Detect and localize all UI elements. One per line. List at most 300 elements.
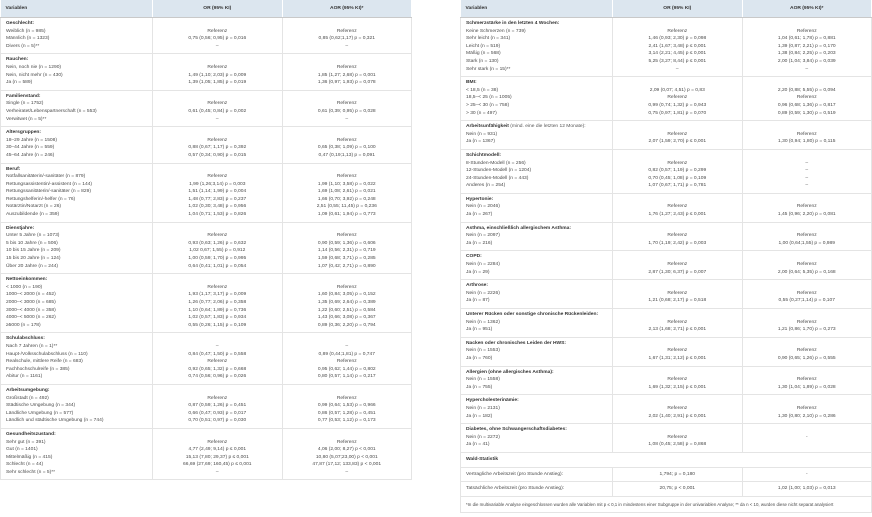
or-value: 0,92 (0,65; 1,32) p = 0,668 xyxy=(188,366,247,372)
row-label: Rettungshelferin/-helfer (n = 76) xyxy=(6,196,76,202)
or-value: 1,02 (0,57; 1,83) p = 0,934 xyxy=(188,315,247,321)
row-label: ≥5000 (n = 178) xyxy=(6,322,41,328)
row-label: Mittelmäßig (n = 415) xyxy=(6,454,53,460)
or-value: 2,02 (1,40; 2,91) p ≤ 0,001 xyxy=(648,413,707,419)
or-value: Referenz xyxy=(667,434,688,440)
or-value: Referenz xyxy=(207,439,228,445)
variable-group-row xyxy=(1,222,412,274)
aor-value: 1,59 (0,68; 3,71) p = 0,285 xyxy=(317,256,376,262)
aor-cell xyxy=(282,333,411,385)
or-value: Referenz xyxy=(667,204,688,210)
row-label: Ländlich und städtische Umgebung (n = 744) xyxy=(6,418,104,424)
aor-value: Referenz xyxy=(336,137,357,143)
group-title: Asthma, einschließlich allergischem Asthma: xyxy=(466,225,572,231)
variable-group-row xyxy=(461,280,872,309)
or-cell xyxy=(613,309,742,338)
row-label: Notfallsanitäterin/-sanitäter (n = 879) xyxy=(6,174,86,180)
group-title: Schichtmodell: xyxy=(466,152,502,158)
aor-value: Referenz xyxy=(336,439,357,445)
aor-value: 1,43 (0,66; 3,08) p = 0,367 xyxy=(317,315,376,321)
row-label: > 30 (n = 497) xyxy=(466,110,497,116)
row-label: Städtische Umgebung (n = 344) xyxy=(6,403,76,409)
group-title: Arbeitsumgebung: xyxy=(6,387,50,393)
aor-value: – xyxy=(345,43,349,49)
or-value: 1,10 (0,64; 1,89) p = 0,736 xyxy=(188,307,247,313)
header-or: OR (95% KI) xyxy=(153,0,282,18)
variable-cell xyxy=(461,366,613,395)
aor-value: 1,99 (1,10; 3,58) p = 0,022 xyxy=(317,181,376,187)
header-aor: AOR (95% KI)* xyxy=(282,0,411,18)
group-title: Gesundheitszustand: xyxy=(6,431,56,437)
group-title: Schulabschluss: xyxy=(6,336,45,342)
row-label: < 18,5 (n = 38) xyxy=(466,87,499,93)
row-label: Rettungsassistentin/-assistent (n = 144) xyxy=(6,181,93,187)
or-value: Referenz xyxy=(207,284,228,290)
wald-aor: - xyxy=(742,467,871,482)
aor-cell xyxy=(282,384,411,428)
row-label: Sehr leicht (n = 341) xyxy=(466,36,511,42)
or-value: 0,84 (0,47; 1,50) p = 0,558 xyxy=(188,351,247,357)
or-value: – xyxy=(215,116,219,122)
group-title: Diabetes, ohne Schwangerschaftsdiabetes: xyxy=(466,427,567,433)
variable-group-row xyxy=(461,395,872,424)
wald-row xyxy=(461,467,872,482)
aor-value: Referenz xyxy=(796,405,817,411)
aor-cell xyxy=(282,127,411,163)
aor-value: 0,86 (0,57; 1,28) p = 0,451 xyxy=(317,410,376,416)
group-title: Hypercholesterinämie: xyxy=(466,398,519,404)
or-cell xyxy=(153,428,282,480)
wald-or: 20,75; p < 0,001 xyxy=(613,482,742,497)
or-value: – xyxy=(675,66,679,72)
or-value: 1,00 (0,59; 1,70) p = 0,995 xyxy=(188,256,247,262)
or-cell xyxy=(153,54,282,90)
variable-group-row xyxy=(461,424,872,453)
row-label: Rettungssanitäterin/-sanitäter (n = 829) xyxy=(6,189,91,195)
variable-cell xyxy=(1,384,153,428)
row-label: Ländliche Umgebung (n = 577) xyxy=(6,410,74,416)
row-label: Nein (n = 2284) xyxy=(466,262,500,268)
variable-group-row xyxy=(461,77,872,121)
aor-value: 1,21 (0,86; 1,70) p = 0,273 xyxy=(777,327,836,333)
or-value: Referenz xyxy=(207,64,228,70)
row-label: Nein (n = 1553) xyxy=(466,348,500,354)
variable-group-row xyxy=(1,127,412,163)
row-label: Schlecht (n = 44) xyxy=(6,462,44,468)
or-cell xyxy=(613,222,742,251)
or-value: Referenz xyxy=(667,405,688,411)
variable-cell xyxy=(461,149,613,193)
row-label: Nein (n = 2226) xyxy=(466,290,500,296)
aor-value: 1,30 (0,80; 2,10) p = 0,286 xyxy=(777,413,836,419)
row-label: Haupt-/Volksschulabschluss (n = 110) xyxy=(6,351,88,357)
or-value: 0,75 (0,97; 1,81) p = 0,070 xyxy=(648,110,707,116)
right-table-body xyxy=(461,18,872,453)
row-label: 5 bis 10 Jahre (n = 506) xyxy=(6,240,58,246)
aor-value: 0,65 (0,38; 1,09) p = 0,100 xyxy=(317,145,376,151)
aor-value: 1,35 (0,69; 2,64) p = 0,389 xyxy=(317,300,376,305)
or-value: 0,55 (0,26; 1,15) p = 0,109 xyxy=(188,322,247,328)
wald-row xyxy=(461,482,872,497)
variable-group-row xyxy=(1,428,412,480)
or-value: 0,74 (0,56; 0,96) p = 0,026 xyxy=(188,374,247,380)
variable-group-row xyxy=(1,163,412,222)
aor-cell xyxy=(742,309,871,338)
or-value: Referenz xyxy=(667,131,688,137)
or-cell xyxy=(153,274,282,333)
row-label: Realschule, mittlere Reife (n = 683) xyxy=(6,359,83,365)
row-label: Divers (n = 5)** xyxy=(6,43,40,49)
aor-value: 1,04 (0,61; 1,78) p = 0,881 xyxy=(777,36,836,42)
aor-value: 10,80 (5,07;23,00) p < 0,001 xyxy=(315,454,378,460)
aor-value: 0,47 (0,19;1,13) p = 0,091 xyxy=(318,152,375,158)
or-value: 1,26 (0,77; 2,06) p = 0,358 xyxy=(188,300,247,305)
or-value: 1,70 (1,19; 2,42) p = 0,003 xyxy=(648,240,707,246)
or-value: 2,87 (1,30; 6,37) p = 0,007 xyxy=(648,269,707,275)
aor-value: – xyxy=(805,183,809,189)
group-title: Geschlecht: xyxy=(6,21,34,26)
aor-cell xyxy=(742,149,871,193)
row-label: 30–44 Jahre (n = 559) xyxy=(6,145,55,151)
aor-cell xyxy=(742,366,871,395)
aor-cell xyxy=(282,428,411,480)
variable-cell xyxy=(461,337,613,366)
aor-value: 0,85 (0,62;1,17) p = 0,321 xyxy=(318,36,375,42)
variable-cell xyxy=(1,90,153,126)
aor-value: 0,90 (0,65; 1,26) p = 0,555 xyxy=(777,355,836,361)
or-cell xyxy=(153,384,282,428)
row-label: Nein (n = 1362) xyxy=(466,319,500,325)
or-value: 1,69 (1,32; 2,15) p ≤ 0,001 xyxy=(648,384,707,390)
or-value: Referenz xyxy=(207,174,228,180)
footnote: *In die multivariable Analyse eingeschlossen wurden alle Variablen mit p ≤ 0,1 in mindestens einer Subgruppe in der univariablen Analyse; ** da n < 10, wurden diese nicht separat analysiert xyxy=(461,496,872,513)
row-label: 1000–< 2000 (n = 452) xyxy=(6,292,56,298)
aor-value: Referenz xyxy=(796,204,817,210)
aor-value: Referenz xyxy=(796,131,817,137)
or-cell xyxy=(153,333,282,385)
or-value: 0,87 (0,59; 1,26) p = 0,451 xyxy=(188,403,247,409)
or-value: – xyxy=(215,343,219,349)
or-cell xyxy=(153,163,282,222)
variable-group-row xyxy=(461,18,872,77)
aor-value: 1,66 (0,70; 3,92) p = 0,248 xyxy=(317,196,376,202)
or-value: Referenz xyxy=(207,137,228,143)
or-value: 1,99 (1,26;3,14) p = 0,003 xyxy=(189,181,246,187)
aor-value: 2,00 (0,64; 5,35) p = 0,168 xyxy=(777,269,836,275)
aor-value: 1,30 (1,04; 1,89) p = 0,028 xyxy=(777,384,836,390)
aor-value: 0,89 (0,44;1,81) p = 0,747 xyxy=(318,351,375,357)
or-value: 1,21 (0,68; 2,17) p = 0,518 xyxy=(648,298,707,304)
row-label: Ja (n = 755) xyxy=(466,384,493,390)
aor-value: – xyxy=(345,343,349,349)
aor-value: 2,51 (0,55; 11,45) p = 0,236 xyxy=(316,204,377,210)
row-label: Auszubildende (n = 359) xyxy=(6,212,60,218)
row-label: Nein (n = 931) xyxy=(466,131,498,137)
wald-title-row xyxy=(461,452,872,467)
aor-value: 0,55 (0,27;1,14) p = 0,107 xyxy=(778,298,835,304)
aor-value: Referenz xyxy=(336,359,357,365)
row-label: Ja (n = 1367) xyxy=(466,139,495,145)
wald-title: Wald-Statistik xyxy=(461,452,872,467)
group-title: Schmerzstärke in den letzten 4 Wochen: xyxy=(466,21,560,26)
or-value: 2,07 (1,59; 2,70) p ≤ 0,001 xyxy=(648,139,707,145)
variable-group-row xyxy=(461,251,872,280)
aor-cell xyxy=(282,90,411,126)
or-cell xyxy=(613,366,742,395)
row-label: Nein (n = 2272) xyxy=(466,434,500,440)
group-subtitle: (mind. eine die letzten 12 Monate): xyxy=(510,124,586,130)
or-value: 0,61 (0,45; 0,84) p = 0,002 xyxy=(188,108,247,114)
aor-value: Referenz xyxy=(796,319,817,325)
or-cell xyxy=(613,193,742,222)
variable-cell xyxy=(1,274,153,333)
row-label: Fachhochschulreife (n = 385) xyxy=(6,366,70,372)
row-label: Ja (n = 267) xyxy=(466,212,493,218)
or-value: Referenz xyxy=(667,160,688,166)
or-value: 0,93 (0,63; 1,26) p = 0,632 xyxy=(188,240,247,246)
variable-group-row xyxy=(1,18,412,54)
variable-group-row xyxy=(461,193,872,222)
aor-value: 47,87 (17,12; 133,83) p < 0,001 xyxy=(312,462,382,468)
wald-or: 1,794; p = 0,180 xyxy=(613,467,742,482)
or-value: 5,25 (3,27; 8,44) p ≤ 0,001 xyxy=(648,58,707,64)
aor-value: Referenz xyxy=(336,284,357,290)
aor-cell xyxy=(742,77,871,121)
or-value: 2,13 (1,68; 2,71) p ≤ 0,001 xyxy=(648,327,707,333)
group-title: Unterer Rücken oder sonstige chronische Rückenleiden: xyxy=(466,312,599,317)
aor-value: – xyxy=(805,66,809,72)
or-value: 1,07 (0,67; 1,71) p = 0,781 xyxy=(648,183,707,189)
aor-value: 1,09 (0,61; 1,94) p = 0,773 xyxy=(317,212,376,218)
row-label: 4000–< 5000 (n = 262) xyxy=(6,315,56,321)
variable-group-row xyxy=(461,309,872,338)
row-label: Leicht (n = 519) xyxy=(466,43,501,49)
wald-label: Vertragliche Arbeitszeit (pro Stunde Anstieg): xyxy=(461,467,613,482)
or-cell xyxy=(613,424,742,453)
aor-value: 1,00 (0,64;1,55) p = 0,989 xyxy=(778,240,835,246)
or-value: 1,51 (1,14; 1,99) p = 0,004 xyxy=(188,189,247,195)
variable-cell xyxy=(461,251,613,280)
or-cell xyxy=(613,77,742,121)
row-label: Unter 5 Jahre (n = 1073) xyxy=(6,233,60,239)
left-table-body xyxy=(1,18,412,480)
or-value: Referenz xyxy=(667,262,688,268)
group-title: Beruf: xyxy=(6,166,21,172)
row-label: Nein (n = 1558) xyxy=(466,377,500,383)
aor-value: – xyxy=(805,160,809,166)
footnote-row xyxy=(461,496,872,513)
variable-cell xyxy=(1,54,153,90)
row-label: 8-Stunden-Modell (n = 256) xyxy=(466,160,526,166)
group-title: Altersgruppen: xyxy=(6,130,42,136)
aor-value: 2,20 (0,88; 5,55) p = 0,094 xyxy=(777,87,836,93)
row-label: Notärztin/Notarzt (n = 26) xyxy=(6,204,62,210)
aor-value: Referenz xyxy=(336,395,357,401)
aor-value: 4,06 (2,00; 8,27) p < 0,001 xyxy=(317,447,376,453)
aor-value: Referenz xyxy=(336,28,357,34)
or-value: 1,48 (0,77; 2,83) p = 0,237 xyxy=(188,196,247,202)
aor-cell xyxy=(282,222,411,274)
or-value: 0,82 (0,57; 1,19) p = 0,299 xyxy=(648,168,707,174)
aor-value: 1,85 (1,27; 2,68) p = 0,001 xyxy=(317,72,376,78)
row-label: Abitur (n = 1161) xyxy=(6,374,43,380)
or-value: 1,67 (1,31; 2,12) p ≤ 0,001 xyxy=(648,355,707,361)
aor-value: 0,95 (0,62; 1,44) p = 0,802 xyxy=(317,366,376,372)
row-label: 15 bis 20 Jahre (n = 124) xyxy=(6,256,61,262)
variable-cell xyxy=(461,424,613,453)
aor-value: Referenz xyxy=(796,28,817,34)
group-title: BMI: xyxy=(466,80,477,86)
or-value: 1,93 (1,17; 3,17) p = 0,009 xyxy=(188,292,247,298)
variable-cell xyxy=(1,18,153,54)
aor-value: Referenz xyxy=(336,64,357,70)
wald-aor: 1,02 (1,00; 1,03) p = 0,013 xyxy=(742,482,871,497)
or-value: Referenz xyxy=(207,395,228,401)
aor-value: 0,89 (0,59; 1,30) p = 0,519 xyxy=(777,110,836,116)
aor-value: 1,39 (0,87; 2,21) p = 0,170 xyxy=(777,43,836,49)
aor-cell xyxy=(742,121,871,150)
aor-value: 0,61 (0,39; 0,95) p = 0,028 xyxy=(317,108,376,114)
variable-group-row xyxy=(1,54,412,90)
header-row xyxy=(461,0,872,18)
variable-group-row xyxy=(461,121,872,150)
variable-cell xyxy=(1,333,153,385)
variable-group-row xyxy=(461,366,872,395)
or-value: Referenz xyxy=(667,28,688,34)
variable-cell xyxy=(1,222,153,274)
aor-value: 1,69 (1,08; 2,61) p = 0,021 xyxy=(317,189,376,195)
row-label: Ja (n = 87) xyxy=(466,298,490,304)
group-title: Dienstjahre: xyxy=(6,225,35,231)
row-label: Nein (n = 2097) xyxy=(466,233,500,239)
variable-cell xyxy=(461,18,613,77)
variable-cell xyxy=(461,121,613,150)
row-label: Gut (n = 1401) xyxy=(6,447,38,453)
variable-group-row xyxy=(461,337,872,366)
row-label: Männlich (n = 1323) xyxy=(6,36,50,42)
aor-value: - xyxy=(805,434,808,440)
group-title: Nacken oder chronisches Leiden der HWS: xyxy=(466,340,567,346)
aor-cell xyxy=(742,280,871,309)
row-label: Keine Schmerzen (n = 739) xyxy=(466,28,526,34)
aor-value: Referenz xyxy=(796,233,817,239)
row-label: 3000–< 4000 (n = 358) xyxy=(6,307,56,313)
variable-cell xyxy=(461,222,613,251)
variable-cell xyxy=(461,395,613,424)
row-label: Weiblich (n = 985) xyxy=(6,28,46,34)
or-value: 3,14 (2,21; 4,45) p ≤ 0,001 xyxy=(648,51,707,57)
row-label: Sehr stark (n = 15)** xyxy=(466,66,511,72)
or-value: Referenz xyxy=(207,28,228,34)
row-label: Ja (n = 216) xyxy=(466,240,493,246)
aor-value: 0,80 (0,57; 1,14) p = 0,217 xyxy=(317,374,376,380)
variable-cell xyxy=(461,193,613,222)
row-label: Nein (n = 2046) xyxy=(466,204,500,210)
or-cell xyxy=(153,90,282,126)
or-value: 4,77 (2,49; 9,14) p ≤ 0,001 xyxy=(188,447,247,453)
group-title: Rauchen: xyxy=(6,57,29,63)
aor-cell xyxy=(742,222,871,251)
header-aor: AOR (95% KI)* xyxy=(742,0,871,18)
aor-value: Referenz xyxy=(796,290,817,296)
aor-value: – xyxy=(805,175,809,181)
aor-value: 1,60 (0,84; 3,05) p = 0,152 xyxy=(317,292,376,298)
or-cell xyxy=(613,121,742,150)
variable-group-row xyxy=(461,222,872,251)
or-value: 15,13 (7,80; 29,37) p ≤ 0,001 xyxy=(185,454,249,460)
aor-value: 0,96 (0,68; 1,36) p = 0,817 xyxy=(777,102,836,108)
left-regression-table xyxy=(0,0,412,480)
row-label: 18,5–< 25 (n = 1005) xyxy=(466,95,512,101)
row-label: < 1000 (n = 190) xyxy=(6,284,43,290)
row-label: Verheiratet/Lebenspartnerschaft (n = 553) xyxy=(6,108,97,114)
group-title: Arbeitsunfähigkeit (mind. eine die letzten 12 Monate): xyxy=(466,124,586,130)
aor-value: 1,45 (0,96; 2,20) p = 0,081 xyxy=(777,212,836,218)
row-label: Sehr schlecht (n = 5)** xyxy=(6,469,56,475)
aor-value: – xyxy=(805,168,809,174)
aor-cell xyxy=(282,163,411,222)
group-title: Nettoeinkommen: xyxy=(6,277,48,283)
or-value: 1,04 (0,71; 1,53) p = 0,826 xyxy=(188,212,247,218)
or-value: 1,39 (1,05; 1,85) p = 0,019 xyxy=(188,80,247,86)
variable-group-row xyxy=(461,149,872,193)
aor-cell xyxy=(282,54,411,90)
header-row xyxy=(1,0,412,18)
aor-value: 1,07 (0,42; 2,71) p = 0,890 xyxy=(317,263,376,269)
aor-value: – xyxy=(345,469,349,475)
row-label: Ja (n = 182) xyxy=(466,413,493,419)
or-value: 0,57 (0,34; 0,90) p = 0,015 xyxy=(188,152,247,158)
wald-label: Tatsächliche Arbeitszeit (pro Stunde Anstieg): xyxy=(461,482,613,497)
row-label: 10 bis 15 Jahre (n = 209) xyxy=(6,248,61,254)
or-value: Referenz xyxy=(207,101,228,107)
row-label: Single (n = 1752) xyxy=(6,101,44,107)
or-value: 0,88 (0,67; 1,17) p = 0,392 xyxy=(188,145,247,151)
variable-group-row xyxy=(1,90,412,126)
or-value: Referenz xyxy=(667,377,688,383)
or-value: 1,76 (1,27; 2,43) p ≤ 0,001 xyxy=(648,212,707,218)
row-label: 2000–< 3000 (n = 685) xyxy=(6,300,56,305)
row-label: Großstadt (n = 492) xyxy=(6,395,49,401)
or-value: Referenz xyxy=(667,319,688,325)
or-cell xyxy=(613,18,742,77)
aor-value: 1,38 (0,84; 2,25) p = 0,203 xyxy=(777,51,836,57)
or-value: 0,66 (0,47; 0,93) p = 0,017 xyxy=(188,410,247,416)
row-label: 18–29 Jahre (n = 1508) xyxy=(6,137,57,143)
or-cell xyxy=(153,222,282,274)
aor-cell xyxy=(742,424,871,453)
group-title: Allergien (ohne allergisches Asthma): xyxy=(466,369,554,375)
variable-group-row xyxy=(1,384,412,428)
row-label: Nach 7 Jahren (n = 1)** xyxy=(6,343,58,349)
or-value: Referenz xyxy=(667,95,688,101)
row-label: Ja (n = 951) xyxy=(466,327,493,333)
or-value: 2,09 (0,07; 4,51) p = 0,83 xyxy=(649,87,705,93)
variable-cell xyxy=(461,280,613,309)
aor-value: 1,14 (0,56; 2,31) p = 0,719 xyxy=(317,248,376,254)
row-label: Über 20 Jahre (n = 244) xyxy=(6,263,59,269)
aor-value: Referenz xyxy=(796,377,817,383)
aor-value: Referenz xyxy=(336,174,357,180)
variable-cell xyxy=(461,77,613,121)
or-value: 0,64 (0,41; 1,01) p = 0,054 xyxy=(188,263,247,269)
or-value: 1,49 (1,10; 2,03) p = 0,009 xyxy=(188,72,247,78)
aor-cell xyxy=(742,193,871,222)
or-value: Referenz xyxy=(667,290,688,296)
or-value: – xyxy=(215,469,219,475)
or-cell xyxy=(613,280,742,309)
row-label: 24-Stunden-Modell (n = 443) xyxy=(466,175,529,181)
